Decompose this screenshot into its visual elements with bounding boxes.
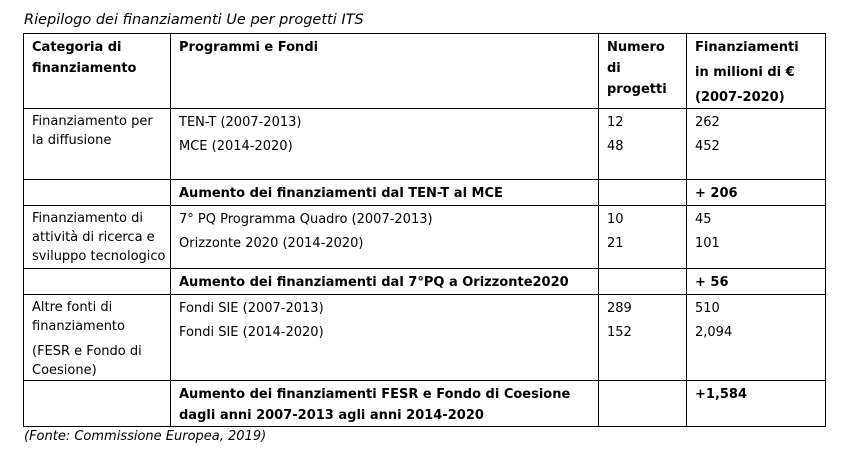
header-programs: Programmi e Fondi	[171, 34, 599, 109]
summary-empty-cell	[599, 269, 687, 295]
count-cell: 12 48	[599, 109, 687, 180]
summary-empty-cell	[599, 180, 687, 206]
programs-cell: TEN-T (2007-2013) MCE (2014-2020)	[171, 109, 599, 180]
funding-cell: 262 452	[687, 109, 826, 180]
summary-value: + 206	[687, 180, 826, 206]
table-row	[24, 109, 826, 180]
table-caption: Riepilogo dei finanziamenti Ue per progetti ITS	[24, 12, 364, 28]
category-cell: Finanziamento di attività di ricerca e sviluppo tecnologico	[24, 206, 171, 269]
programs-cell: Fondi SIE (2007-2013) Fondi SIE (2014-2020)	[171, 295, 599, 381]
header-category: Categoria di finanziamento	[24, 34, 171, 109]
header-count: Numero di progetti	[599, 34, 687, 109]
summary-empty-cell	[24, 180, 171, 206]
funding-cell: 510 2,094	[687, 295, 826, 381]
source-note: (Fonte: Commissione Europea, 2019)	[24, 429, 267, 444]
category-cell: Finanziamento per la diffusione	[24, 109, 171, 180]
summary-label: Aumento dei finanziamenti dal TEN-T al MCE	[171, 180, 599, 206]
header-funding: Finanziamenti in milioni di € (2007-2020)	[687, 34, 826, 109]
table-row	[24, 295, 826, 381]
category-cell: Altre fonti di finanziamento (FESR e Fondo di Coesione)	[24, 295, 171, 381]
summary-row	[24, 180, 826, 206]
header-row	[24, 34, 826, 109]
summary-label: Aumento dei finanziamenti FESR e Fondo di Coesione dagli anni 2007-2013 agli anni 2014-2020	[171, 381, 599, 427]
summary-row	[24, 381, 826, 427]
summary-row	[24, 269, 826, 295]
summary-empty-cell	[599, 381, 687, 427]
funding-cell: 45 101	[687, 206, 826, 269]
summary-label: Aumento dei finanziamenti dal 7°PQ a Orizzonte2020	[171, 269, 599, 295]
summary-empty-cell	[24, 381, 171, 427]
count-cell: 289 152	[599, 295, 687, 381]
funding-table	[23, 33, 826, 427]
summary-value: +1,584	[687, 381, 826, 427]
count-cell: 10 21	[599, 206, 687, 269]
table-row	[24, 206, 826, 269]
programs-cell: 7° PQ Programma Quadro (2007-2013) Orizzonte 2020 (2014-2020)	[171, 206, 599, 269]
summary-value: + 56	[687, 269, 826, 295]
summary-empty-cell	[24, 269, 171, 295]
